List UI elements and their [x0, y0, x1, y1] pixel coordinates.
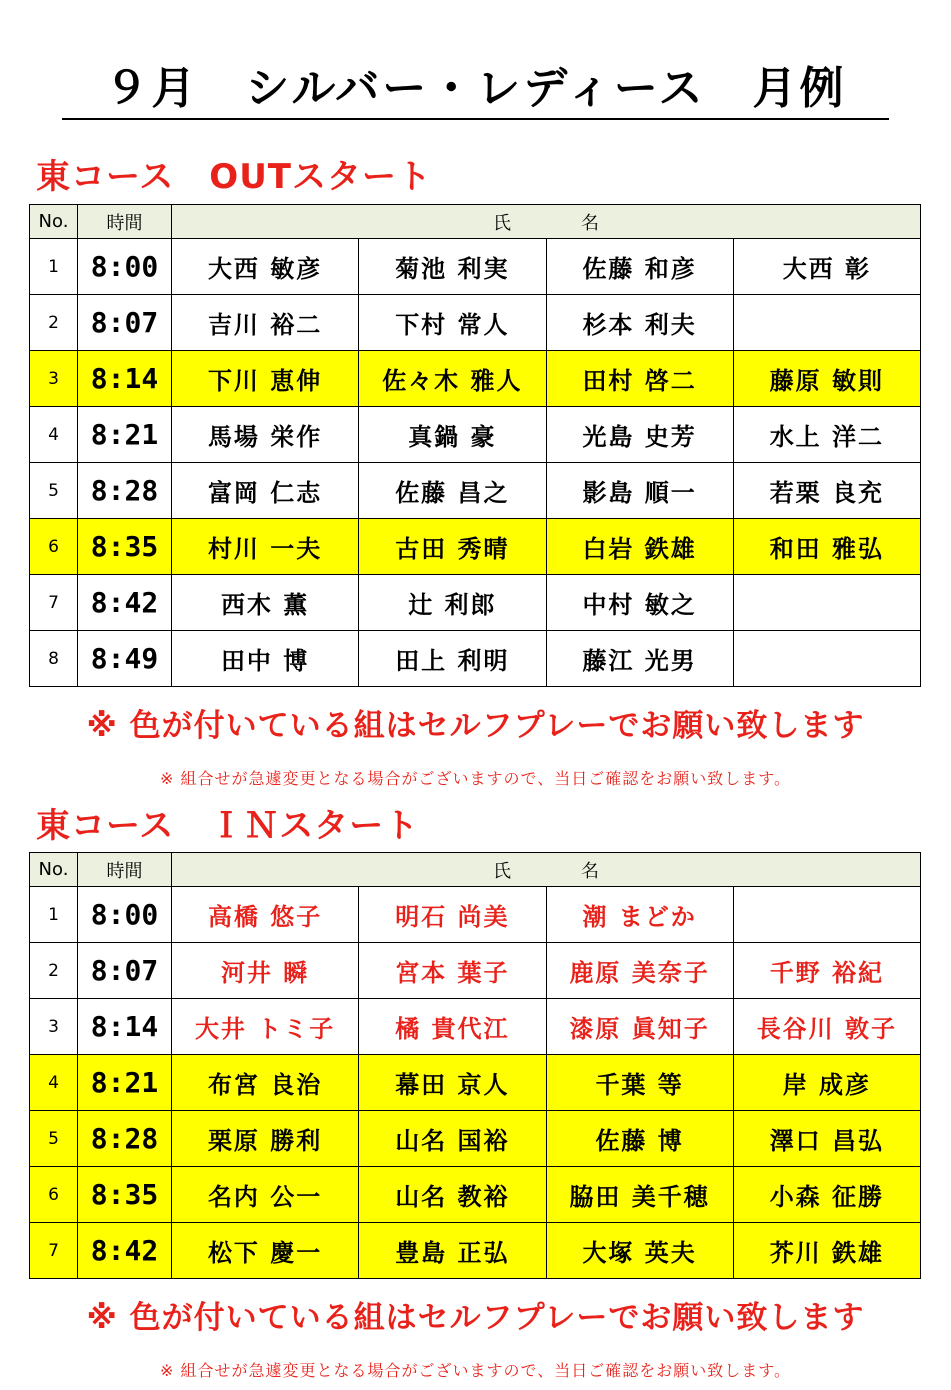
player-name: 河井 瞬: [172, 943, 359, 999]
player-name: 橘 貴代江: [359, 999, 546, 1055]
player-name: 名内 公一: [172, 1167, 359, 1223]
table-row: [30, 407, 921, 463]
out-self-play-notice: ※ 色が付いている組はセルフプレーでお願い致します: [86, 708, 865, 744]
group-number: 7: [30, 575, 78, 631]
player-name: 田村 啓二: [546, 351, 733, 407]
table-row: [30, 1111, 921, 1167]
player-name: 影島 順一: [546, 463, 733, 519]
in-section-title: 東コース ＩＮスタート: [36, 806, 420, 846]
group-number: 3: [30, 351, 78, 407]
player-name: 藤江 光男: [546, 631, 733, 687]
player-name: [733, 575, 920, 631]
player-name: 大西 彰: [733, 239, 920, 295]
player-name: 幕田 京人: [359, 1055, 546, 1111]
table-row: [30, 239, 921, 295]
player-name: [733, 631, 920, 687]
header-name-2: 名: [581, 212, 599, 234]
header-no: No.: [30, 853, 78, 887]
player-name: 澤口 昌弘: [733, 1111, 920, 1167]
out-change-note: ※ 組合せが急遽変更となる場合がございますので、当日ご確認をお願い致します。: [160, 769, 791, 788]
player-name: 岸 成彦: [733, 1055, 920, 1111]
tee-time: 8:42: [78, 1223, 172, 1279]
out-schedule-table: [29, 204, 921, 687]
player-name: 脇田 美千穂: [546, 1167, 733, 1223]
tee-time: 8:35: [78, 1167, 172, 1223]
header-name-1: 氏: [493, 860, 511, 882]
header-time: 時間: [78, 853, 172, 887]
player-name: 光島 史芳: [546, 407, 733, 463]
table-row: [30, 351, 921, 407]
player-name: 佐藤 昌之: [359, 463, 546, 519]
group-number: 7: [30, 1223, 78, 1279]
player-name: 水上 洋二: [733, 407, 920, 463]
group-number: 3: [30, 999, 78, 1055]
table-row: [30, 999, 921, 1055]
group-number: 2: [30, 295, 78, 351]
header-name-1: 氏: [493, 212, 511, 234]
player-name: 明石 尚美: [359, 887, 546, 943]
header-name-2: 名: [581, 860, 599, 882]
tee-time: 8:07: [78, 295, 172, 351]
tee-time: 8:07: [78, 943, 172, 999]
player-name: 栗原 勝利: [172, 1111, 359, 1167]
table-row: [30, 575, 921, 631]
player-name: 若栗 良充: [733, 463, 920, 519]
player-name: 菊池 利実: [359, 239, 546, 295]
out-section-title: 東コース OUTスタート: [36, 157, 433, 197]
player-name: 杉本 利夫: [546, 295, 733, 351]
player-name: 田上 利明: [359, 631, 546, 687]
table-row: [30, 463, 921, 519]
header-no: No.: [30, 205, 78, 239]
player-name: 宮本 葉子: [359, 943, 546, 999]
group-number: 4: [30, 407, 78, 463]
group-number: 6: [30, 519, 78, 575]
player-name: 山名 国裕: [359, 1111, 546, 1167]
group-number: 5: [30, 1111, 78, 1167]
player-name: 佐藤 和彦: [546, 239, 733, 295]
table-header-row: [30, 853, 921, 887]
player-name: 真鍋 豪: [359, 407, 546, 463]
tee-time: 8:14: [78, 999, 172, 1055]
group-number: 4: [30, 1055, 78, 1111]
table-row: [30, 943, 921, 999]
player-name: 白岩 鉄雄: [546, 519, 733, 575]
player-name: 小森 征勝: [733, 1167, 920, 1223]
player-name: 富岡 仁志: [172, 463, 359, 519]
player-name: 松下 慶一: [172, 1223, 359, 1279]
player-name: 豊島 正弘: [359, 1223, 546, 1279]
group-number: 1: [30, 887, 78, 943]
player-name: 西木 薫: [172, 575, 359, 631]
group-number: 6: [30, 1167, 78, 1223]
table-row: [30, 295, 921, 351]
tee-time: 8:28: [78, 1111, 172, 1167]
page-title: ９月 シルバー・レディース 月例: [62, 62, 889, 120]
in-change-note: ※ 組合せが急遽変更となる場合がございますので、当日ご確認をお願い致します。: [160, 1361, 791, 1380]
player-name: 下村 常人: [359, 295, 546, 351]
player-name: 潮 まどか: [546, 887, 733, 943]
player-name: 吉川 裕二: [172, 295, 359, 351]
player-name: 芥川 鉄雄: [733, 1223, 920, 1279]
player-name: 布宮 良治: [172, 1055, 359, 1111]
table-row: [30, 887, 921, 943]
tee-time: 8:49: [78, 631, 172, 687]
tee-time: 8:35: [78, 519, 172, 575]
tee-time: 8:28: [78, 463, 172, 519]
header-time: 時間: [78, 205, 172, 239]
player-name: 山名 教裕: [359, 1167, 546, 1223]
player-name: 中村 敏之: [546, 575, 733, 631]
group-number: 5: [30, 463, 78, 519]
in-schedule-table: [29, 852, 921, 1279]
player-name: 鹿原 美奈子: [546, 943, 733, 999]
group-number: 2: [30, 943, 78, 999]
group-number: 8: [30, 631, 78, 687]
table-row: [30, 631, 921, 687]
table-header-row: [30, 205, 921, 239]
player-name: 大井 トミ子: [172, 999, 359, 1055]
player-name: 高橋 悠子: [172, 887, 359, 943]
player-name: 古田 秀晴: [359, 519, 546, 575]
player-name: 下川 恵伸: [172, 351, 359, 407]
player-name: 千葉 等: [546, 1055, 733, 1111]
in-self-play-notice: ※ 色が付いている組はセルフプレーでお願い致します: [86, 1300, 865, 1336]
tee-time: 8:21: [78, 1055, 172, 1111]
player-name: 村川 一夫: [172, 519, 359, 575]
table-row: [30, 1223, 921, 1279]
tee-time: 8:42: [78, 575, 172, 631]
player-name: 辻 利郎: [359, 575, 546, 631]
player-name: 漆原 眞知子: [546, 999, 733, 1055]
player-name: 佐藤 博: [546, 1111, 733, 1167]
player-name: [733, 295, 920, 351]
tee-time: 8:14: [78, 351, 172, 407]
table-row: [30, 1167, 921, 1223]
tee-time: 8:00: [78, 239, 172, 295]
header-name: [172, 853, 921, 887]
player-name: 千野 裕紀: [733, 943, 920, 999]
player-name: 大塚 英夫: [546, 1223, 733, 1279]
player-name: 馬場 栄作: [172, 407, 359, 463]
player-name: 藤原 敏則: [733, 351, 920, 407]
player-name: 大西 敏彦: [172, 239, 359, 295]
player-name: [733, 887, 920, 943]
player-name: 長谷川 敦子: [733, 999, 920, 1055]
player-name: 和田 雅弘: [733, 519, 920, 575]
player-name: 佐々木 雅人: [359, 351, 546, 407]
table-row: [30, 1055, 921, 1111]
player-name: 田中 博: [172, 631, 359, 687]
table-row: [30, 519, 921, 575]
tee-time: 8:21: [78, 407, 172, 463]
header-name: [172, 205, 921, 239]
group-number: 1: [30, 239, 78, 295]
tee-time: 8:00: [78, 887, 172, 943]
